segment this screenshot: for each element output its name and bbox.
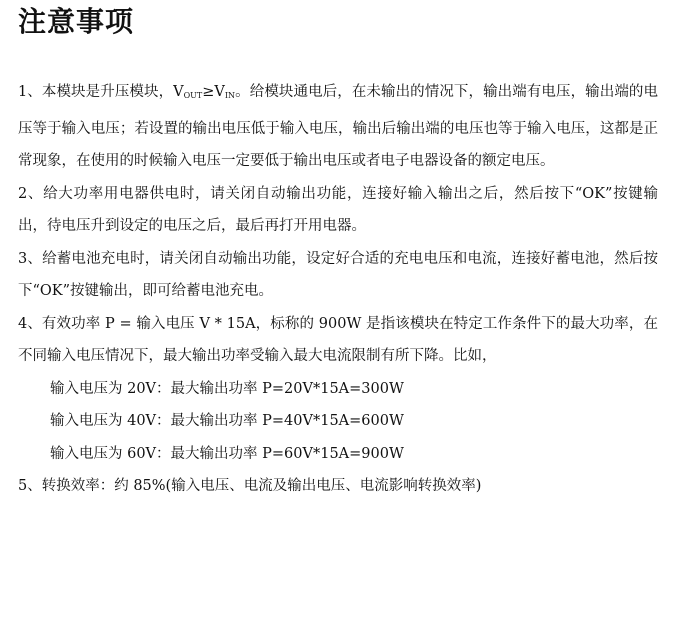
example-line-60v: 输入电压为 60V：最大输出功率 P=60V*15A=900W [50, 445, 404, 462]
note-item-1-part-b: ≥V [202, 84, 225, 100]
note-item-1-part-a: 1、本模块是升压模块，V [18, 84, 184, 100]
note-item-2: 2、给大功率用电器供电时，请关闭自动输出功能，连接好输入输出之后，然后按下“OK”按键输出，待电压升到设定的电压之后，最后再打开用电器。 [18, 185, 658, 234]
page-title: 注意事项 [18, 5, 135, 38]
subscript-out: OUT [183, 91, 203, 100]
note-item-1-part-c: 。给模块通电后，在未输出的情况下，输出端有电压，输出端的电压等于输入电压；若设置的输出电压低于输入电压，输出后输出端的电压也等于输入电压，这都是正常现象，在使用的时候输入电压一定要低于输出电压或者电子电器设备的额定电压。 [18, 84, 658, 169]
note-item-3: 3、给蓄电池充电时，请关闭自动输出功能，设定好合适的充电电压和电流，连接好蓄电池，然后按下“OK”按键输出，即可给蓄电池充电。 [18, 250, 658, 299]
example-line-20v: 输入电压为 20V：最大输出功率 P=20V*15A=300W [50, 380, 404, 397]
note-item-4: 4、有效功率 P = 输入电压 V * 15A，标称的 900W 是指该模块在特定工作条件下的最大功率，在不同输入电压情况下，最大输出功率受输入最大电流限制有所下降。比如， [18, 315, 658, 364]
subscript-in: IN [224, 91, 236, 100]
notes-content [18, 76, 658, 503]
note-item-5: 5、转换效率：约 85%(输入电压、电流及输出电压、电流影响转换效率) [18, 478, 482, 494]
note-item-1 [18, 76, 658, 178]
example-line-40v: 输入电压为 40V：最大输出功率 P=40V*15A=600W [50, 413, 404, 429]
